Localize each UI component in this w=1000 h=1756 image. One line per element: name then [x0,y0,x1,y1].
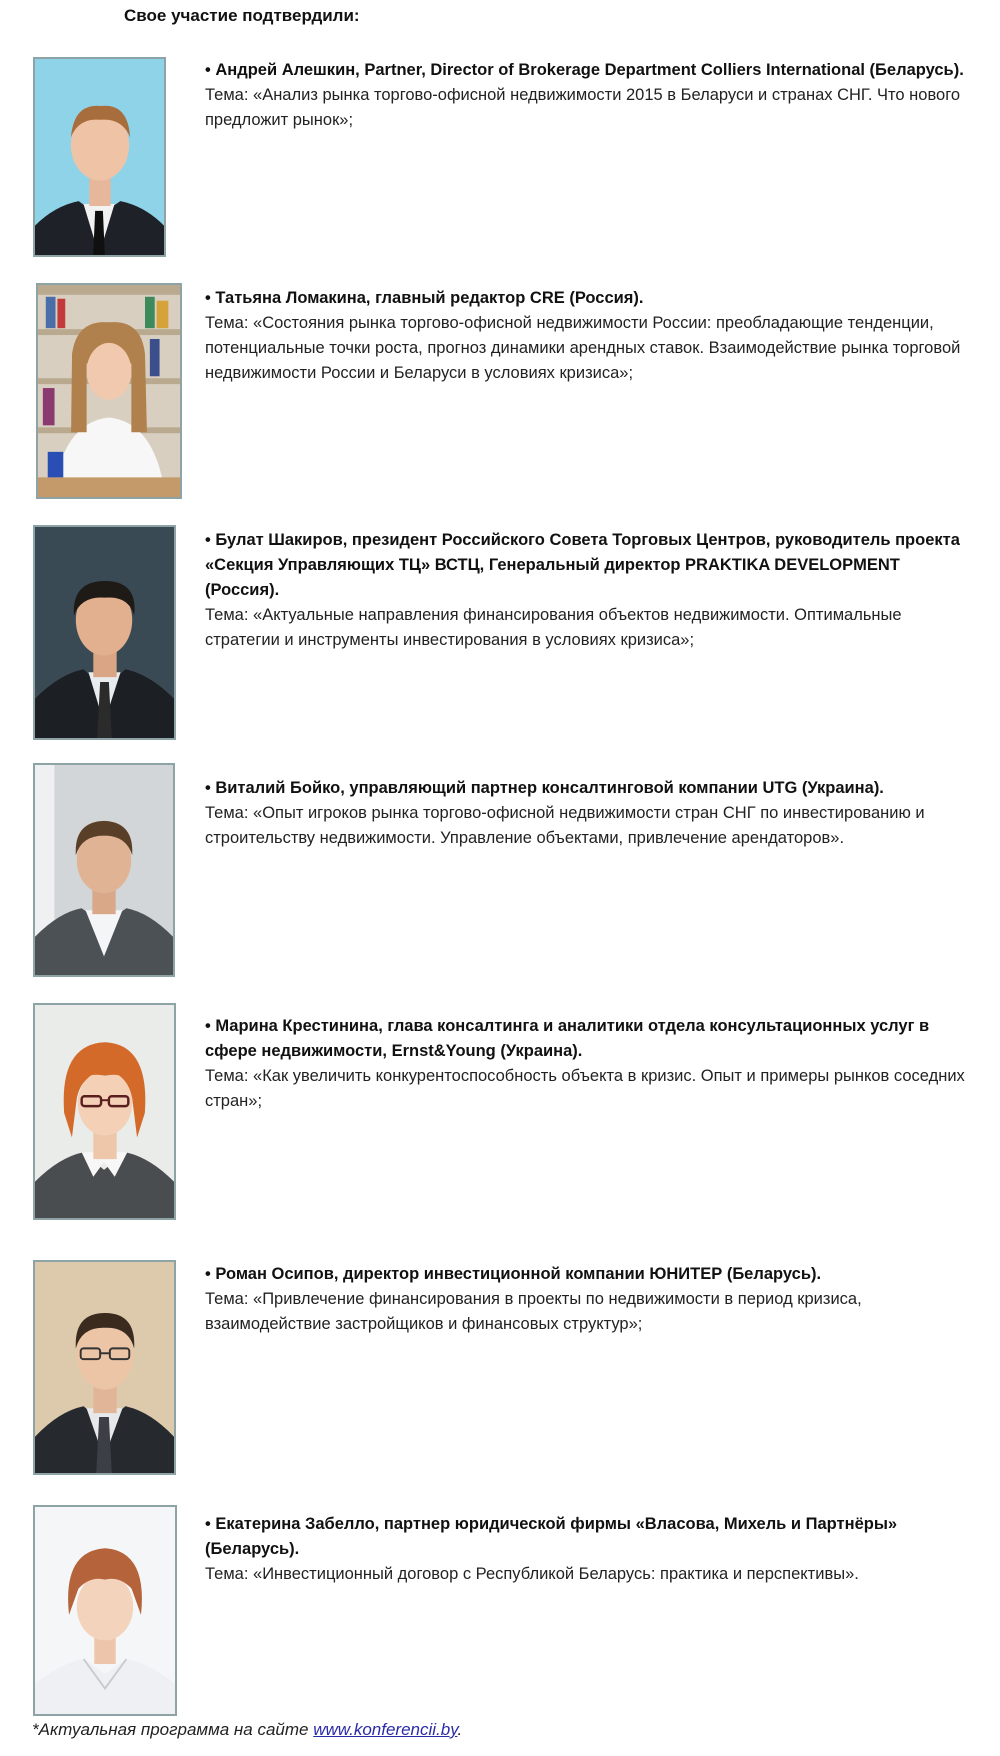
speaker-name: • Виталий Бойко, управляющий партнер консалтинговой компании UTG (Украина). [205,779,884,797]
speaker-topic: Тема: «Состояния рынка торгово-офисной недвижимости России: преобладающие тенденции, потенциальные точки роста, прогноз динамики арендных ставок. Взаимодействие рынка торговой недвижимости России и Беларуси в условиях кризиса»; [205,314,961,382]
speaker-name: • Роман Осипов, директор инвестиционной компании ЮНИТЕР (Беларусь). [205,1265,822,1283]
website-link[interactable]: www.konferencii.by [313,1720,458,1739]
speaker-topic: Тема: «Анализ рынка торгово-офисной недвижимости 2015 в Беларуси и странах СНГ. Что нового предложит рынок»; [205,86,961,129]
footer-suffix: . [457,1720,463,1739]
speaker-photo [36,283,182,499]
speaker-name: • Марина Крестинина, глава консалтинга и аналитики отдела консультационных услуг в сфере недвижимости, Ernst&Young (Украина). [205,1017,930,1060]
speaker-name: • Булат Шакиров, президент Российского Совета Торговых Центров, руководитель проекта «Секция Управляющих ТЦ» ВСТЦ, Генеральный директор PRAKTIKA DEVELOPMENT (Россия). [205,531,960,599]
footer-prefix: *Актуальная программа на сайте [32,1720,314,1739]
speaker-topic: Тема: «Инвестиционный договор с Республикой Беларусь: практика и перспективы». [205,1565,859,1583]
speaker-photo [33,57,166,257]
speaker-name: • Андрей Алешкин, Partner, Director of Brokerage Department Colliers International (Беларусь). [205,61,964,79]
speaker-name: • Татьяна Ломакина, главный редактор CRE (Россия). [205,289,644,307]
speaker-photo [33,1505,177,1716]
footer-note [32,1720,462,1740]
speaker-topic: Тема: «Актуальные направления финансирования объектов недвижимости. Оптимальные стратегии и инструменты инвестирования в условиях кризиса»; [205,606,902,649]
speaker-topic: Тема: «Опыт игроков рынка торгово-офисной недвижимости стран СНГ по инвестированию и строительству недвижимости. Управление объектами, привлечение арендаторов». [205,804,925,847]
speaker-topic: Тема: «Привлечение финансирования в проекты по недвижимости в период кризиса, взаимодействие застройщиков и финансовых структур»; [205,1290,862,1333]
speaker-name: • Екатерина Забелло, партнер юридической фирмы «Власова, Михель и Партнёры» (Беларусь). [205,1515,898,1558]
page-heading: Свое участие подтвердили: [124,6,360,25]
speaker-photo [33,1003,176,1220]
speaker-topic: Тема: «Как увеличить конкурентоспособность объекта в кризис. Опыт и примеры рынков соседних стран»; [205,1067,965,1110]
speaker-photo [33,525,176,740]
speaker-photo [33,763,175,977]
speaker-photo [33,1260,176,1475]
